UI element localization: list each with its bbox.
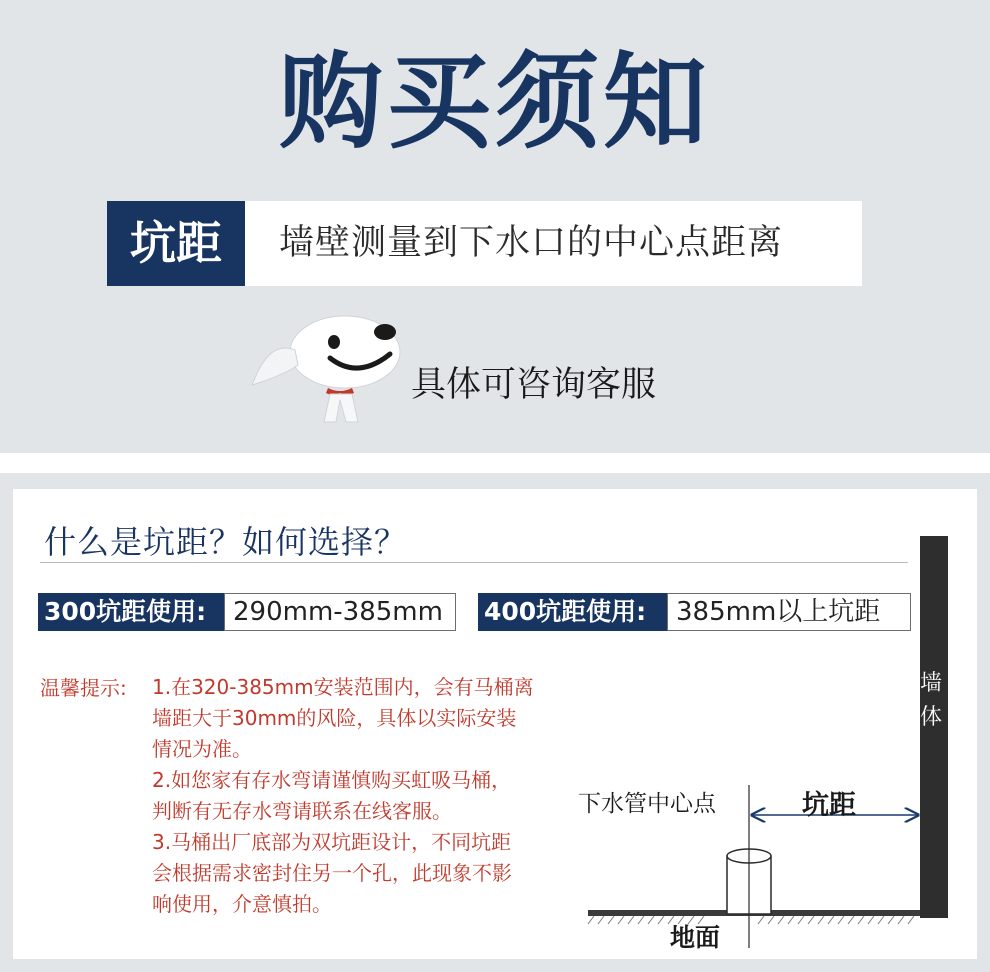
section-divider — [0, 453, 990, 473]
pit-distance-diagram — [570, 530, 960, 950]
mascot-dog-icon — [250, 310, 410, 435]
page-title: 购买须知 — [278, 41, 711, 163]
spec-300-value: 290mm-385mm — [224, 593, 456, 631]
tip-line: 墙距大于30mm的风险，具体以实际安装 — [152, 706, 517, 730]
spec-400-value: 385mm以上坑距 — [667, 593, 911, 631]
spec-400-label: 400坑距使用: — [478, 593, 667, 631]
tip-line: 3.马桶出厂底部为双坑距设计，不同坑距 — [152, 830, 512, 854]
tip-line: 判断有无存水弯请联系在线客服。 — [152, 799, 452, 823]
distance-label: 坑距 — [802, 790, 856, 821]
tip-label: 温馨提示: — [40, 676, 127, 700]
spec-300-label: 300坑距使用: — [38, 593, 224, 631]
drain-center-label: 下水管中心点 — [578, 791, 716, 817]
section-question: 什么是坑距？如何选择？ — [44, 523, 408, 561]
definition-tag: 坑距 — [107, 201, 245, 286]
tip-line: 情况为准。 — [152, 737, 252, 761]
definition-box — [107, 201, 862, 286]
tip-line: 2.如您家有存水弯请谨慎购买虹吸马桶， — [152, 768, 512, 792]
wall-label-2: 体 — [920, 705, 943, 730]
consult-text: 具体可咨询客服 — [411, 365, 657, 405]
definition-text: 墙壁测量到下水口的中心点距离 — [279, 223, 784, 263]
wall-label-1: 墙 — [920, 671, 943, 696]
tip-line: 会根据需求密封住另一个孔，此现象不影 — [152, 861, 512, 885]
tips-list — [152, 672, 562, 920]
tip-line: 响使用，介意慎拍。 — [152, 892, 332, 916]
floor-label: 地面 — [670, 923, 721, 952]
tip-line: 1.在320-385mm安装范围内，会有马桶离 — [152, 675, 534, 699]
spec-300 — [38, 593, 456, 631]
